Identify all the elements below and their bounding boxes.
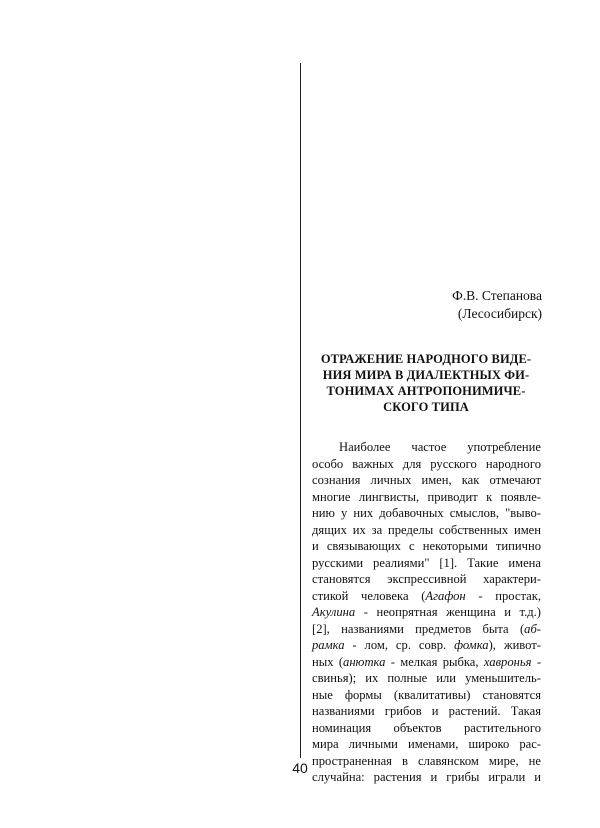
body-line bbox=[312, 588, 541, 605]
body-line bbox=[312, 654, 541, 671]
example-word: Агафон bbox=[425, 588, 466, 603]
body-line: многие лингвисты, приводит к появле- bbox=[312, 489, 541, 504]
title-line: СКОГО ТИПА bbox=[383, 400, 469, 414]
author-block bbox=[310, 0, 542, 330]
text-run: стикой человека ( bbox=[312, 588, 426, 603]
title-line: ОТРАЖЕНИЕ НАРОДНОГО ВИДЕ- bbox=[320, 352, 532, 366]
body-line: пространенная в славянском мире, не bbox=[312, 753, 541, 768]
author-name: Ф.В. Степанова bbox=[452, 288, 542, 303]
body-line bbox=[312, 621, 541, 638]
example-word: Акулина bbox=[312, 605, 356, 619]
text-run: - bbox=[531, 654, 542, 669]
body-line: нию у них добавочных смыслов, "выво- bbox=[312, 506, 541, 520]
body-line: дящих их за пределы собственных имен bbox=[312, 522, 541, 537]
body-line: названиями грибов и растений. Такая bbox=[312, 704, 541, 718]
body-line: русскими реалиями" [1]. Такие имена bbox=[312, 555, 541, 570]
body-line: случайна: растения и грибы играли и bbox=[312, 770, 541, 784]
text-run: ных ( bbox=[312, 654, 344, 669]
text-run: - неопрятная женщина и т.д.) bbox=[355, 605, 541, 619]
text-run: - простак, bbox=[465, 588, 541, 603]
body-line: и связывающих с некоторыми типично bbox=[312, 539, 541, 553]
title-line: ТОНИМАХ АНТРОПОНИМИЧЕ- bbox=[326, 384, 526, 398]
text-run: - мелкая рыбка, bbox=[385, 654, 484, 669]
body-line: свинья); их полные или уменьшитель- bbox=[312, 671, 541, 685]
body-line: особо важных для русского народного bbox=[312, 456, 541, 471]
vertical-rule bbox=[300, 63, 301, 758]
body-line: становятся экспрессивной характери- bbox=[312, 572, 541, 586]
body-line: номинация объектов растительного bbox=[312, 720, 541, 735]
example-word: рамка bbox=[312, 638, 345, 652]
page-number: 40 bbox=[292, 760, 308, 776]
body-line: мира личными именами, широко рас- bbox=[312, 737, 541, 751]
example-word: аб- bbox=[524, 621, 541, 636]
body-line: Наиболее частое употребление bbox=[339, 440, 541, 454]
text-run: - лом, ср. совр. bbox=[344, 638, 455, 652]
example-word: анютка bbox=[343, 654, 386, 669]
body-line: сознания личных имен, как отмечают bbox=[312, 473, 541, 487]
example-word: хавронья bbox=[483, 654, 532, 669]
title-line: НИЯ МИРА В ДИАЛЕКТНЫХ ФИ- bbox=[322, 368, 530, 382]
example-word: фомка bbox=[454, 638, 489, 652]
body-line bbox=[312, 637, 541, 654]
article-body bbox=[312, 439, 541, 786]
author-city: (Лесосибирск) bbox=[457, 306, 542, 321]
text-run: ), живот- bbox=[488, 638, 542, 652]
text-run: [2], названиями предметов быта ( bbox=[312, 621, 525, 636]
body-line bbox=[312, 604, 541, 621]
article-title bbox=[312, 351, 540, 415]
body-line: ные формы (квалитативы) становятся bbox=[312, 687, 541, 702]
